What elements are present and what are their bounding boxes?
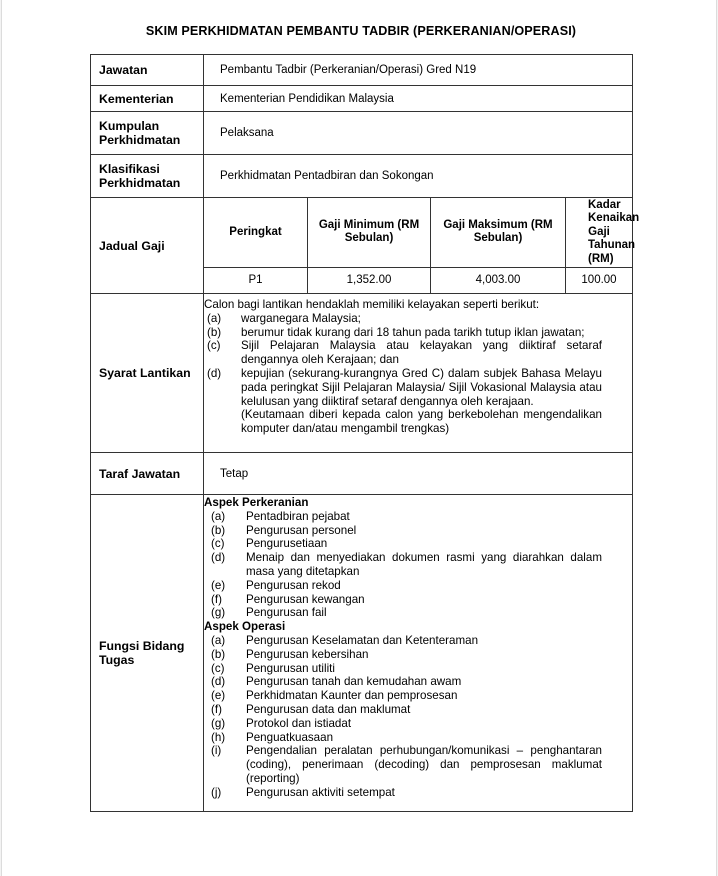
duty-item (204, 634, 602, 648)
salary-value: 1,352.00 (308, 267, 431, 293)
row-kumpulan (91, 112, 633, 155)
salary-table-cell (204, 198, 640, 294)
item-key: (b) (207, 325, 222, 339)
requirements-block (204, 294, 633, 453)
row-taraf-jawatan (91, 453, 633, 495)
duty-item (204, 675, 602, 689)
salary-value-row (204, 267, 632, 293)
row-label: Fungsi Bidang Tugas (91, 495, 204, 812)
item-key: (a) (211, 509, 226, 523)
duty-item (204, 524, 602, 538)
item-text: Pengurusan kebersihan (246, 647, 369, 661)
item-text: berumur tidak kurang dari 18 tahun pada tarikh tutup iklan jawatan; (241, 325, 585, 339)
item-text: Pengurusan rekod (246, 578, 341, 592)
item-text: Pengendalian peralatan perhubungan/komunikasi – penghantaran (coding), penerimaan (decoding) dan pemprosesan maklumat (reporting) (246, 744, 602, 785)
duty-item (204, 731, 602, 745)
item-key: (e) (211, 578, 226, 592)
scheme-table (90, 54, 640, 812)
item-key: (d) (211, 551, 226, 565)
item-key: (g) (211, 716, 226, 730)
duty-item (204, 648, 602, 662)
row-value: Tetap (204, 453, 633, 495)
section-heading: Aspek Perkeranian (204, 496, 309, 509)
duty-item (204, 689, 602, 703)
duty-item (204, 551, 602, 579)
item-text: Perkhidmatan Kaunter dan pemprosesan (246, 689, 458, 703)
row-jadual-gaji (91, 198, 633, 294)
duty-item (204, 662, 602, 676)
item-key: (j) (211, 785, 222, 799)
item-text: Pengurusan fail (246, 606, 327, 620)
item-key: (c) (211, 661, 225, 675)
item-key: (f) (211, 592, 222, 606)
row-label: Jadual Gaji (91, 198, 204, 294)
requirements-note: (Keutamaan diberi kepada calon yang berkebolehan mengendalikan komputer dan/atau mengambil trengkas) (241, 408, 602, 436)
item-text: Pengurusan Keselamatan dan Ketenteraman (246, 633, 479, 647)
salary-value: 4,003.00 (431, 267, 566, 293)
row-value: Perkhidmatan Pentadbiran dan Sokongan (204, 155, 633, 198)
salary-header: Peringkat (204, 198, 308, 267)
row-kementerian (91, 86, 633, 112)
salary-value: P1 (204, 267, 308, 293)
item-key: (f) (211, 702, 222, 716)
requirement-item (204, 312, 602, 326)
item-text: kepujian (sekurang-kurangnya Gred C) dalam subjek Bahasa Melayu pada peringkat Sijil Pelajaran Malaysia/ Sijil Vokasional Malaysia atau kelulusan yang diiktiraf setaraf dengannya oleh kerajaan. (241, 366, 602, 408)
row-value: Pelaksana (204, 112, 633, 155)
document-page (1, 0, 717, 876)
item-text: Protokol dan istiadat (246, 716, 352, 730)
requirement-item (204, 367, 602, 408)
row-label: Klasifikasi Perkhidmatan (91, 155, 204, 198)
row-fungsi-bidang-tugas (91, 495, 633, 812)
item-key: (c) (207, 339, 221, 353)
row-label: Taraf Jawatan (91, 453, 204, 495)
item-text: Pengurusan aktiviti setempat (246, 785, 395, 799)
salary-header-row (204, 198, 632, 267)
item-text: Pengurusan data dan maklumat (246, 702, 411, 716)
duty-item (204, 786, 602, 800)
row-label: Kementerian (91, 86, 204, 112)
duties-block (204, 495, 633, 812)
item-text: Pengurusan personel (246, 523, 357, 537)
duty-item (204, 744, 602, 785)
duty-item (204, 510, 602, 524)
duty-item (204, 606, 602, 620)
item-text: warganegara Malaysia; (241, 311, 361, 325)
item-key: (e) (211, 689, 226, 703)
document-title: SKIM PERKHIDMATAN PEMBANTU TADBIR (PERKERANIAN/OPERASI) (145, 24, 577, 38)
row-value: Pembantu Tadbir (Perkeranian/Operasi) Gred N19 (204, 55, 633, 86)
row-label: Syarat Lantikan (91, 294, 204, 453)
duty-item (204, 717, 602, 731)
salary-header: Gaji Minimum (RM Sebulan) (308, 198, 431, 267)
item-key: (d) (207, 366, 222, 380)
row-value: Kementerian Pendidikan Malaysia (204, 86, 633, 112)
section-heading: Aspek Operasi (204, 620, 286, 634)
item-text: Menaip dan menyediakan dokumen rasmi yang diarahkan dalam masa yang ditetapkan (246, 551, 602, 578)
item-text: Penguatkuasaan (246, 730, 334, 744)
row-label: Jawatan (91, 55, 204, 86)
item-text: Pentadbiran pejabat (246, 509, 350, 523)
salary-value: 100.00 (566, 267, 633, 293)
item-key: (b) (211, 647, 226, 661)
duty-item (204, 703, 602, 717)
item-key: (a) (211, 633, 226, 647)
item-key: (i) (211, 744, 222, 758)
requirements-intro: Calon bagi lantikan hendaklah memiliki kelayakan seperti berikut: (204, 298, 540, 311)
salary-header: Gaji Maksimum (RM Sebulan) (431, 198, 566, 267)
item-text: Pengurusan tanah dan kemudahan awam (246, 675, 462, 689)
item-key: (c) (211, 537, 225, 551)
item-key: (g) (211, 606, 226, 620)
salary-table (204, 198, 640, 293)
item-key: (b) (211, 523, 226, 537)
requirement-item (204, 339, 602, 367)
salary-header: Kadar Kenaikan Gaji Tahunan (RM) (566, 198, 633, 267)
item-key: (a) (207, 311, 222, 325)
duty-item (204, 537, 602, 551)
item-text: Sijil Pelajaran Malaysia atau kelayakan yang diiktiraf setaraf dengannya oleh Kerajaan; dan (241, 339, 602, 367)
item-key: (h) (211, 730, 226, 744)
requirement-item (204, 326, 602, 340)
row-jawatan (91, 55, 633, 86)
item-text: Pengurusan kewangan (246, 592, 365, 606)
duty-item (204, 579, 602, 593)
item-key: (d) (211, 675, 226, 689)
item-text: Pengurusan utiliti (246, 661, 335, 675)
duty-item (204, 593, 602, 607)
row-klasifikasi (91, 155, 633, 198)
row-syarat-lantikan (91, 294, 633, 453)
item-text: Pengurusetiaan (246, 537, 328, 551)
row-label: Kumpulan Perkhidmatan (91, 112, 204, 155)
